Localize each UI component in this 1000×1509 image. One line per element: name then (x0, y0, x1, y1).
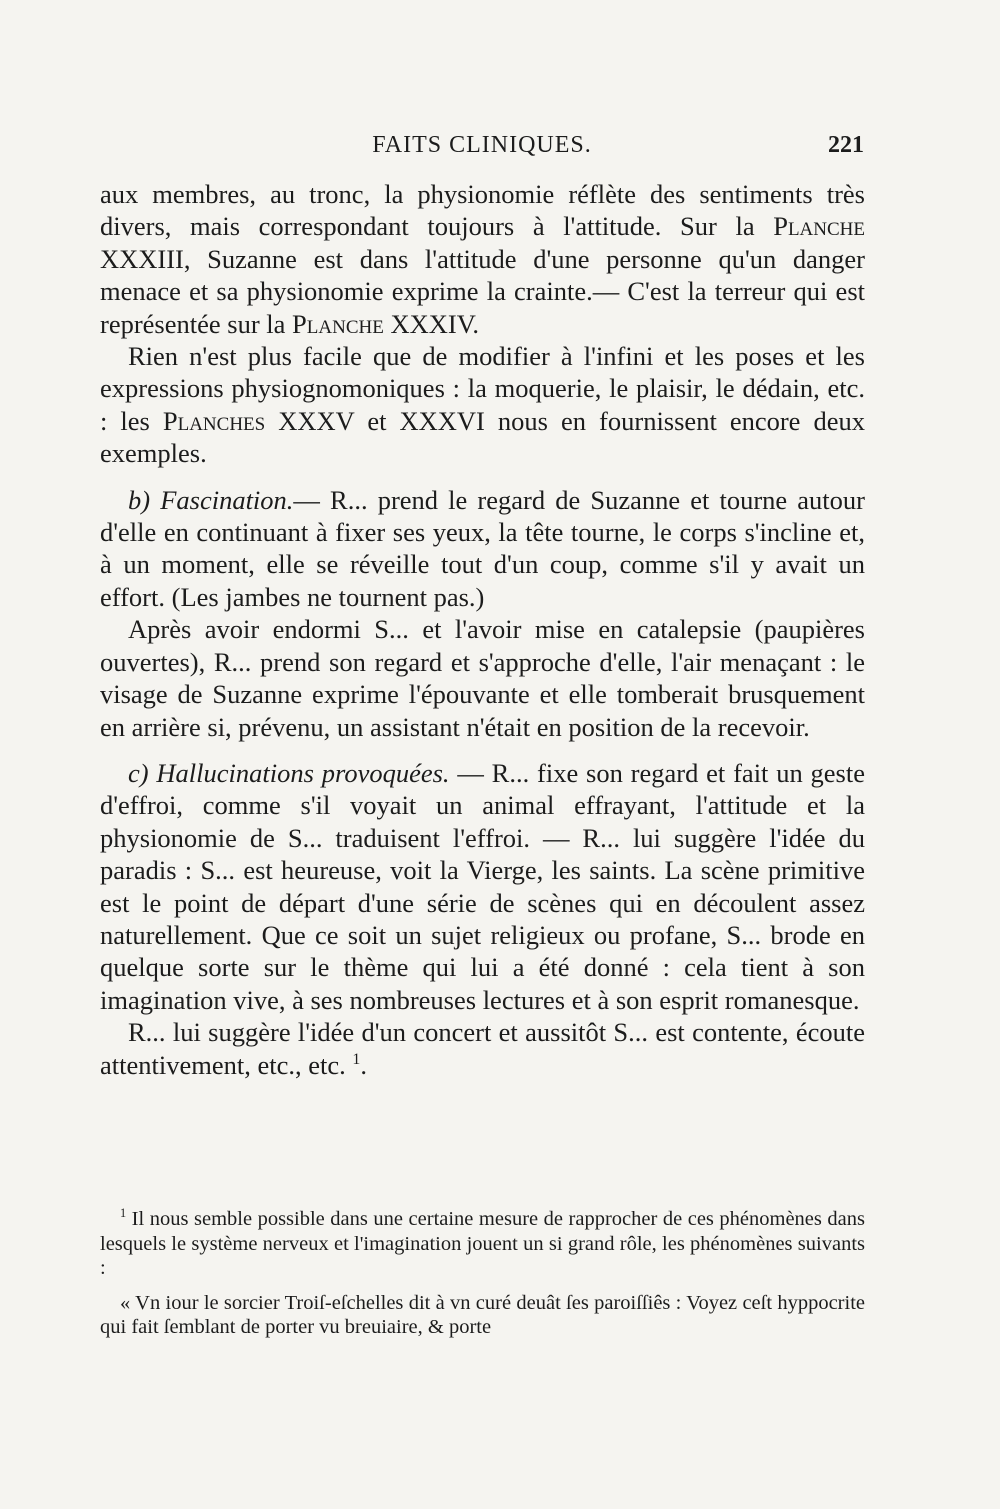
paragraph-3 (100, 484, 865, 614)
text-span: Il nous semble possible dans une certaine mesure de rapprocher de ces phénomènes dans lesquels le système nerveux et l'imagination jouent un si grand rôle, les phénomènes suivants : (100, 1208, 865, 1279)
running-title: FAITS CLINIQUES. (372, 132, 592, 158)
main-text (100, 178, 865, 1081)
footnotes (100, 1207, 865, 1340)
text-span: aux membres, au tronc, la physionomie réflète des sentiments très divers, mais correspondant toujours à l'attitude. Sur la (100, 179, 865, 242)
text-span: XXXV et XXXVI nous en fournissent encore deux exemples. (100, 405, 865, 469)
paragraph-6 (100, 1016, 865, 1081)
footnote-marker: 1 (120, 1206, 127, 1221)
paragraph-5 (100, 757, 865, 1016)
plate-reference: Planche (292, 308, 384, 339)
footnote-reference: 1 (352, 1050, 361, 1068)
text-span: Rien n'est plus facile que de modifier à l'infini et les poses et les expressions physiognomoniques : la moquerie, le plaisir, le dédain, etc. : les (100, 341, 865, 436)
paragraph-1 (100, 178, 865, 340)
footnote-1 (100, 1207, 865, 1281)
text-span: XXXIII, Suzanne est dans l'attitude d'une personne qu'un danger menace et sa physionomie exprime la crainte.— C'est la terreur qui est représentée sur la (100, 243, 865, 339)
section-heading-fascination: b) Fascination. (128, 484, 294, 515)
text-span: . (360, 1049, 367, 1080)
plate-reference: Planches (162, 405, 266, 436)
text-span: XXXIV. (383, 308, 480, 339)
paragraph-2 (100, 340, 865, 470)
text-span: — R... fixe son regard et fait un geste d'effroi, comme s'il voyait un animal effrayant, l'attitude et la physionomie de S... traduisent l'effroi. — R... lui suggère l'idée du paradis : S... est heureuse, voit la Vierge, les saints. La scène primitive est le point de départ d'une série de scènes qui en découlent assez naturellement. Que ce soit un sujet religieux ou profane, S... brode en quelque sorte sur le thème qui lui a été donné : cela tient à son imagination vive, à ses nombreuses lectures et à son esprit romanesque. (100, 757, 865, 1015)
page-header (100, 128, 864, 168)
paragraph-4: Après avoir endormi S... et l'avoir mise en catalepsie (paupières ouvertes), R... prend son regard et s'approche d'elle, l'air menaçant : le visage de Suzanne exprime l'épouvante et elle tomberait brusquement en arrière si, prévenu, un assistant n'était en position de la recevoir. (100, 614, 865, 742)
page-number: 221 (828, 132, 864, 158)
text-span: — R... prend le regard de Suzanne et tourne autour d'elle en continuant à fixer ses yeux, la tête tourne, le corps s'incline et, à un moment, elle se réveille tout d'un coup, comme s'il y avait un effort. (Les jambes ne tournent pas.) (100, 484, 865, 612)
plate-reference: Planche (773, 211, 865, 242)
text-span: R... lui suggère l'idée d'un concert et aussitôt S... est contente, écoute attentivement, etc., etc. (100, 1017, 865, 1080)
section-heading-hallucinations: c) Hallucinations provoquées. (128, 757, 450, 788)
footnote-quote: « Vn iour le sorcier Troiſ-eſchelles dit à vn curé deuât ſes paroiſſiês : Voyez ceſt hyppocrite qui fait ſemblant de porter vu breuiaire, & porte (100, 1291, 865, 1338)
